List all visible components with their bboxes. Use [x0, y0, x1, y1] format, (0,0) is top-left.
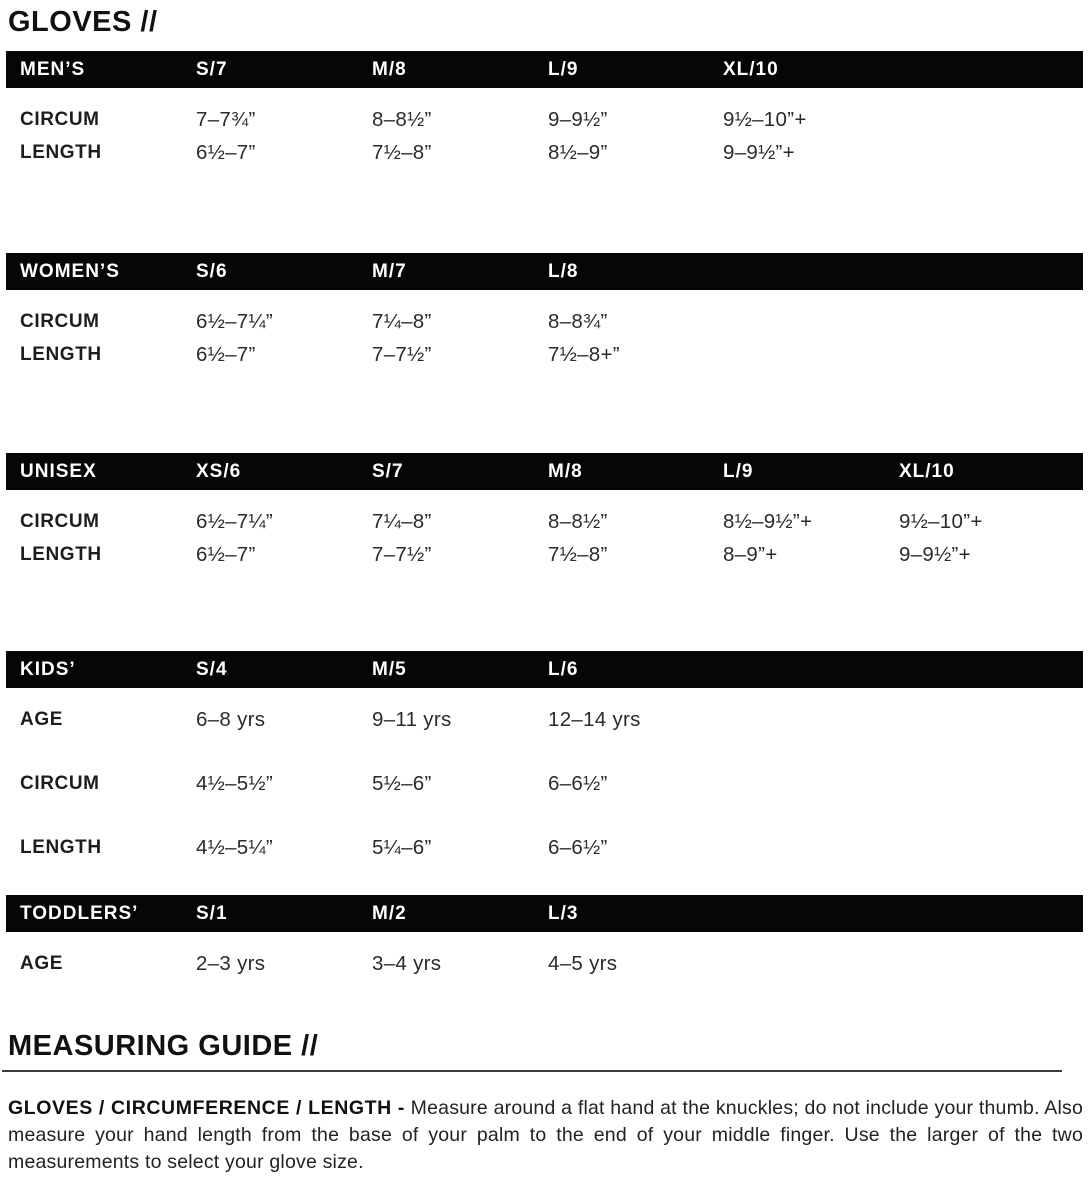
size-col-header: L/9 — [548, 58, 579, 80]
table-title: WOMEN’S — [20, 260, 120, 282]
table-row — [20, 136, 1083, 169]
cell-value: 9–9½”+ — [723, 140, 795, 164]
row-label: CIRCUM — [20, 510, 100, 532]
cell-value: 6–8 yrs — [196, 707, 266, 731]
cell-value: 7–7¾” — [196, 107, 256, 131]
row-label: CIRCUM — [20, 108, 100, 130]
table-row — [20, 538, 1083, 571]
row-label: LENGTH — [20, 343, 102, 365]
cell-value: 8½–9½”+ — [723, 509, 813, 533]
cell-value: 7¼–8” — [372, 509, 432, 533]
row-label: CIRCUM — [20, 772, 100, 794]
size-table-toddlers — [6, 895, 1083, 980]
cell-value: 8–8½” — [548, 509, 608, 533]
guide-lead-label: GLOVES / CIRCUMFERENCE / LENGTH - — [8, 1097, 405, 1119]
guide-divider — [2, 1070, 1062, 1072]
size-col-header: L/9 — [723, 460, 754, 482]
table-header-bar — [6, 253, 1083, 290]
cell-value: 9–11 yrs — [372, 707, 452, 731]
size-col-header: XL/10 — [899, 460, 955, 482]
measuring-guide-paragraph — [8, 1095, 1083, 1176]
row-label: CIRCUM — [20, 310, 100, 332]
cell-value: 2–3 yrs — [196, 951, 266, 975]
row-label: AGE — [20, 952, 63, 974]
size-table-unisex — [6, 453, 1083, 571]
size-tables — [0, 51, 1091, 980]
size-col-header: M/8 — [372, 58, 407, 80]
size-col-header: S/4 — [196, 658, 228, 680]
table-row — [20, 505, 1083, 538]
table-row — [20, 103, 1083, 136]
row-label: AGE — [20, 708, 63, 730]
cell-value: 9–9½”+ — [899, 542, 971, 566]
table-title: UNISEX — [20, 460, 97, 482]
cell-value: 9½–10”+ — [899, 509, 983, 533]
cell-value: 9½–10”+ — [723, 107, 807, 131]
cell-value: 7½–8+” — [548, 342, 620, 366]
size-col-header: XL/10 — [723, 58, 779, 80]
table-rows — [6, 932, 1083, 980]
row-label: LENGTH — [20, 543, 102, 565]
table-rows — [6, 490, 1083, 571]
cell-value: 6½–7” — [196, 542, 256, 566]
cell-value: 6–6½” — [548, 835, 608, 859]
table-row — [20, 305, 1083, 338]
row-label: LENGTH — [20, 141, 102, 163]
size-col-header: M/5 — [372, 658, 407, 680]
size-table-mens — [6, 51, 1083, 169]
size-col-header: M/7 — [372, 260, 407, 282]
cell-value: 8–8½” — [372, 107, 432, 131]
table-row — [20, 703, 1083, 736]
table-header-bar — [6, 51, 1083, 88]
table-row — [20, 947, 1083, 980]
cell-value: 7–7½” — [372, 542, 432, 566]
cell-value: 7½–8” — [372, 140, 432, 164]
cell-value: 12–14 yrs — [548, 707, 641, 731]
size-col-header: S/7 — [196, 58, 228, 80]
size-table-womens — [6, 253, 1083, 371]
cell-value: 8–9”+ — [723, 542, 778, 566]
size-col-header: L/8 — [548, 260, 579, 282]
cell-value: 7½–8” — [548, 542, 608, 566]
table-rows — [6, 688, 1083, 864]
table-row — [20, 338, 1083, 371]
table-row — [20, 767, 1083, 800]
cell-value: 8–8¾” — [548, 309, 608, 333]
cell-value: 6–6½” — [548, 771, 608, 795]
page-title: GLOVES // — [8, 6, 158, 38]
size-col-header: M/8 — [548, 460, 583, 482]
table-row — [20, 831, 1083, 864]
cell-value: 6½–7” — [196, 140, 256, 164]
size-col-header: S/7 — [372, 460, 404, 482]
table-rows — [6, 290, 1083, 371]
cell-value: 7¼–8” — [372, 309, 432, 333]
cell-value: 6½–7¼” — [196, 509, 274, 533]
cell-value: 9–9½” — [548, 107, 608, 131]
cell-value: 8½–9” — [548, 140, 608, 164]
cell-value: 5¼–6” — [372, 835, 432, 859]
size-col-header: S/6 — [196, 260, 228, 282]
size-col-header: XS/6 — [196, 460, 242, 482]
cell-value: 4½–5½” — [196, 771, 274, 795]
table-rows — [6, 88, 1083, 169]
cell-value: 4–5 yrs — [548, 951, 618, 975]
cell-value: 3–4 yrs — [372, 951, 442, 975]
row-label: LENGTH — [20, 836, 102, 858]
cell-value: 4½–5¼” — [196, 835, 274, 859]
table-header-bar — [6, 651, 1083, 688]
table-title: KIDS’ — [20, 658, 76, 680]
size-table-kids — [6, 651, 1083, 864]
size-col-header: L/3 — [548, 902, 579, 924]
table-title: TODDLERS’ — [20, 902, 139, 924]
cell-value: 7–7½” — [372, 342, 432, 366]
cell-value: 6½–7¼” — [196, 309, 274, 333]
guide-body-text: Measure around a flat hand at the knuckles; do not include your thumb. Also measure your hand length from the base of your palm to the end of your middle finger. Use the larger of the two measurements to select your glove size. — [8, 1097, 1084, 1173]
table-header-bar — [6, 453, 1083, 490]
cell-value: 6½–7” — [196, 342, 256, 366]
cell-value: 5½–6” — [372, 771, 432, 795]
size-col-header: M/2 — [372, 902, 407, 924]
size-col-header: S/1 — [196, 902, 228, 924]
table-title: MEN’S — [20, 58, 86, 80]
measuring-guide-title: MEASURING GUIDE // — [8, 1030, 319, 1062]
table-header-bar — [6, 895, 1083, 932]
size-col-header: L/6 — [548, 658, 579, 680]
measuring-guide-section — [0, 1030, 1091, 1176]
